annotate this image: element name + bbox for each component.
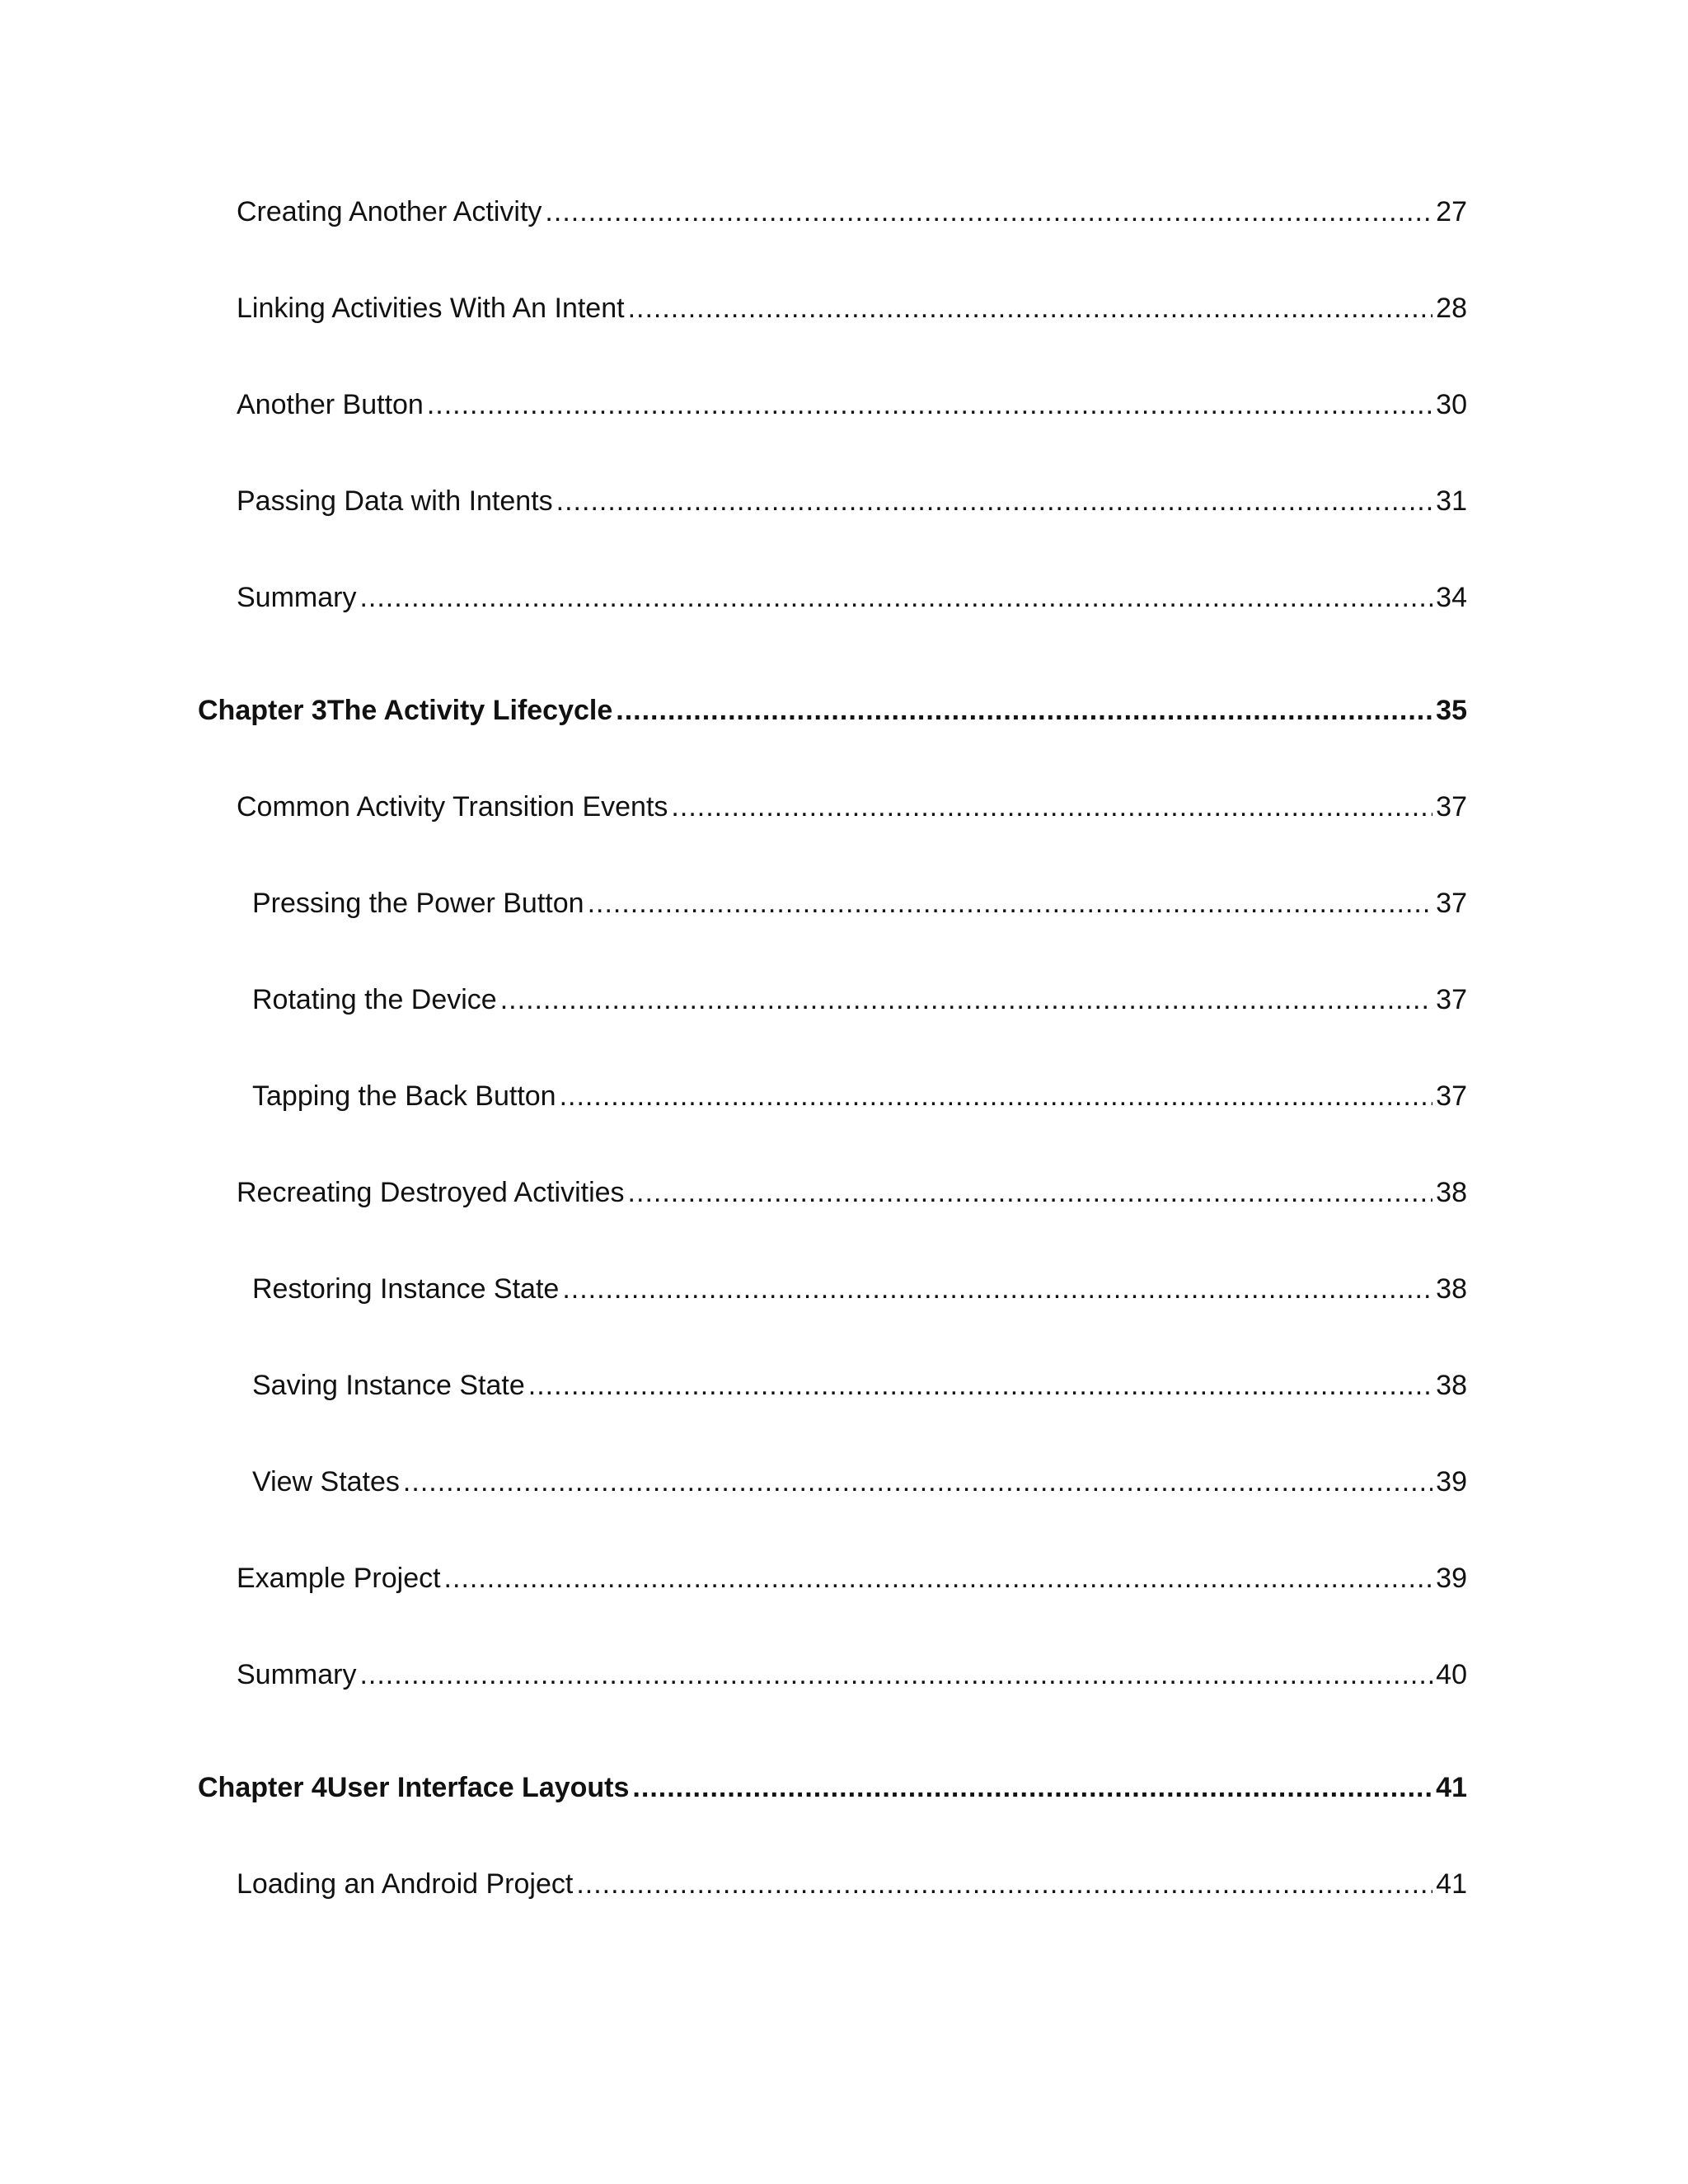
toc-chapter-entry[interactable]: [198, 690, 1467, 731]
toc-entry[interactable]: [237, 191, 1467, 232]
toc-page-number: 28: [1436, 293, 1467, 324]
toc-entry-title: Common Activity Transition Events: [237, 791, 668, 823]
toc-page-number: 38: [1436, 1177, 1467, 1208]
toc-entry[interactable]: [237, 1172, 1467, 1213]
toc-subentry[interactable]: [252, 1365, 1467, 1406]
toc-entry[interactable]: [237, 1863, 1467, 1905]
toc-entry-title: Summary: [237, 582, 357, 613]
dot-leader: [671, 786, 1432, 827]
dot-leader: [588, 883, 1433, 924]
toc-entry-title: Passing Data with Intents: [237, 485, 553, 517]
dot-leader: [632, 1767, 1432, 1808]
toc-chapter-number: Chapter 4: [198, 1772, 327, 1803]
toc-page-number: 40: [1436, 1659, 1467, 1690]
toc-entry[interactable]: [237, 480, 1467, 522]
dot-leader: [500, 979, 1432, 1020]
dot-leader: [545, 191, 1432, 232]
toc-page-number: 34: [1436, 582, 1467, 613]
toc-entry-title: View States: [252, 1466, 400, 1497]
dot-leader: [359, 1654, 1432, 1695]
toc-entry-title: Linking Activities With An Intent: [237, 293, 625, 324]
toc-entry-title: Saving Instance State: [252, 1370, 525, 1401]
toc-entry-title: Another Button: [237, 389, 424, 420]
toc-page-number: 31: [1436, 485, 1467, 517]
toc-subentry[interactable]: [252, 1461, 1467, 1502]
toc-entry[interactable]: [237, 384, 1467, 425]
toc-subentry[interactable]: [252, 883, 1467, 924]
toc-page-number: 39: [1436, 1466, 1467, 1497]
toc-page-number: 38: [1436, 1370, 1467, 1401]
dot-leader: [556, 480, 1433, 522]
dot-leader: [562, 1268, 1432, 1310]
toc-entry-title: Creating Another Activity: [237, 196, 542, 227]
dot-leader: [528, 1365, 1432, 1406]
toc-entry[interactable]: [237, 786, 1467, 827]
dot-leader: [560, 1076, 1433, 1117]
toc-page-number: 41: [1436, 1772, 1467, 1803]
toc-entry[interactable]: [237, 1558, 1467, 1599]
toc-entry-title: Recreating Destroyed Activities: [237, 1177, 625, 1208]
toc-subentry[interactable]: [252, 979, 1467, 1020]
toc-entry[interactable]: [237, 1654, 1467, 1695]
toc-entry-title: Loading an Android Project: [237, 1868, 574, 1900]
toc-page-number: 41: [1436, 1868, 1467, 1900]
toc-entry-title: Example Project: [237, 1563, 441, 1594]
toc-subentry[interactable]: [252, 1268, 1467, 1310]
toc-subentry[interactable]: [252, 1076, 1467, 1117]
toc-chapter-title: The Activity Lifecycle: [326, 695, 613, 726]
toc-page-number: 27: [1436, 196, 1467, 227]
toc-page-number: 37: [1436, 984, 1467, 1015]
toc-page-number: 39: [1436, 1563, 1467, 1594]
dot-leader: [628, 1172, 1433, 1213]
toc-page-number: 37: [1436, 1080, 1467, 1112]
dot-leader: [628, 288, 1433, 329]
toc-entry-title: Restoring Instance State: [252, 1273, 560, 1305]
dot-leader: [427, 384, 1432, 425]
toc-page-number: 37: [1436, 791, 1467, 823]
toc-entry-title: Rotating the Device: [252, 984, 497, 1015]
dot-leader: [444, 1558, 1433, 1599]
toc-page-number: 35: [1436, 695, 1467, 726]
toc-entry[interactable]: [237, 577, 1467, 618]
toc-chapter-entry[interactable]: [198, 1767, 1467, 1808]
dot-leader: [359, 577, 1432, 618]
dot-leader: [616, 690, 1432, 731]
dot-leader: [403, 1461, 1432, 1502]
toc-entry-title: Summary: [237, 1659, 357, 1690]
toc-entry-title: Tapping the Back Button: [252, 1080, 556, 1112]
dot-leader: [576, 1863, 1432, 1905]
toc-page-number: 30: [1436, 389, 1467, 420]
toc-page-number: 38: [1436, 1273, 1467, 1305]
toc-entry[interactable]: [237, 288, 1467, 329]
toc-chapter-number: Chapter 3: [198, 695, 327, 726]
toc-entry-title: Pressing the Power Button: [252, 888, 584, 919]
toc-page-number: 37: [1436, 888, 1467, 919]
toc-chapter-title: User Interface Layouts: [326, 1772, 630, 1803]
